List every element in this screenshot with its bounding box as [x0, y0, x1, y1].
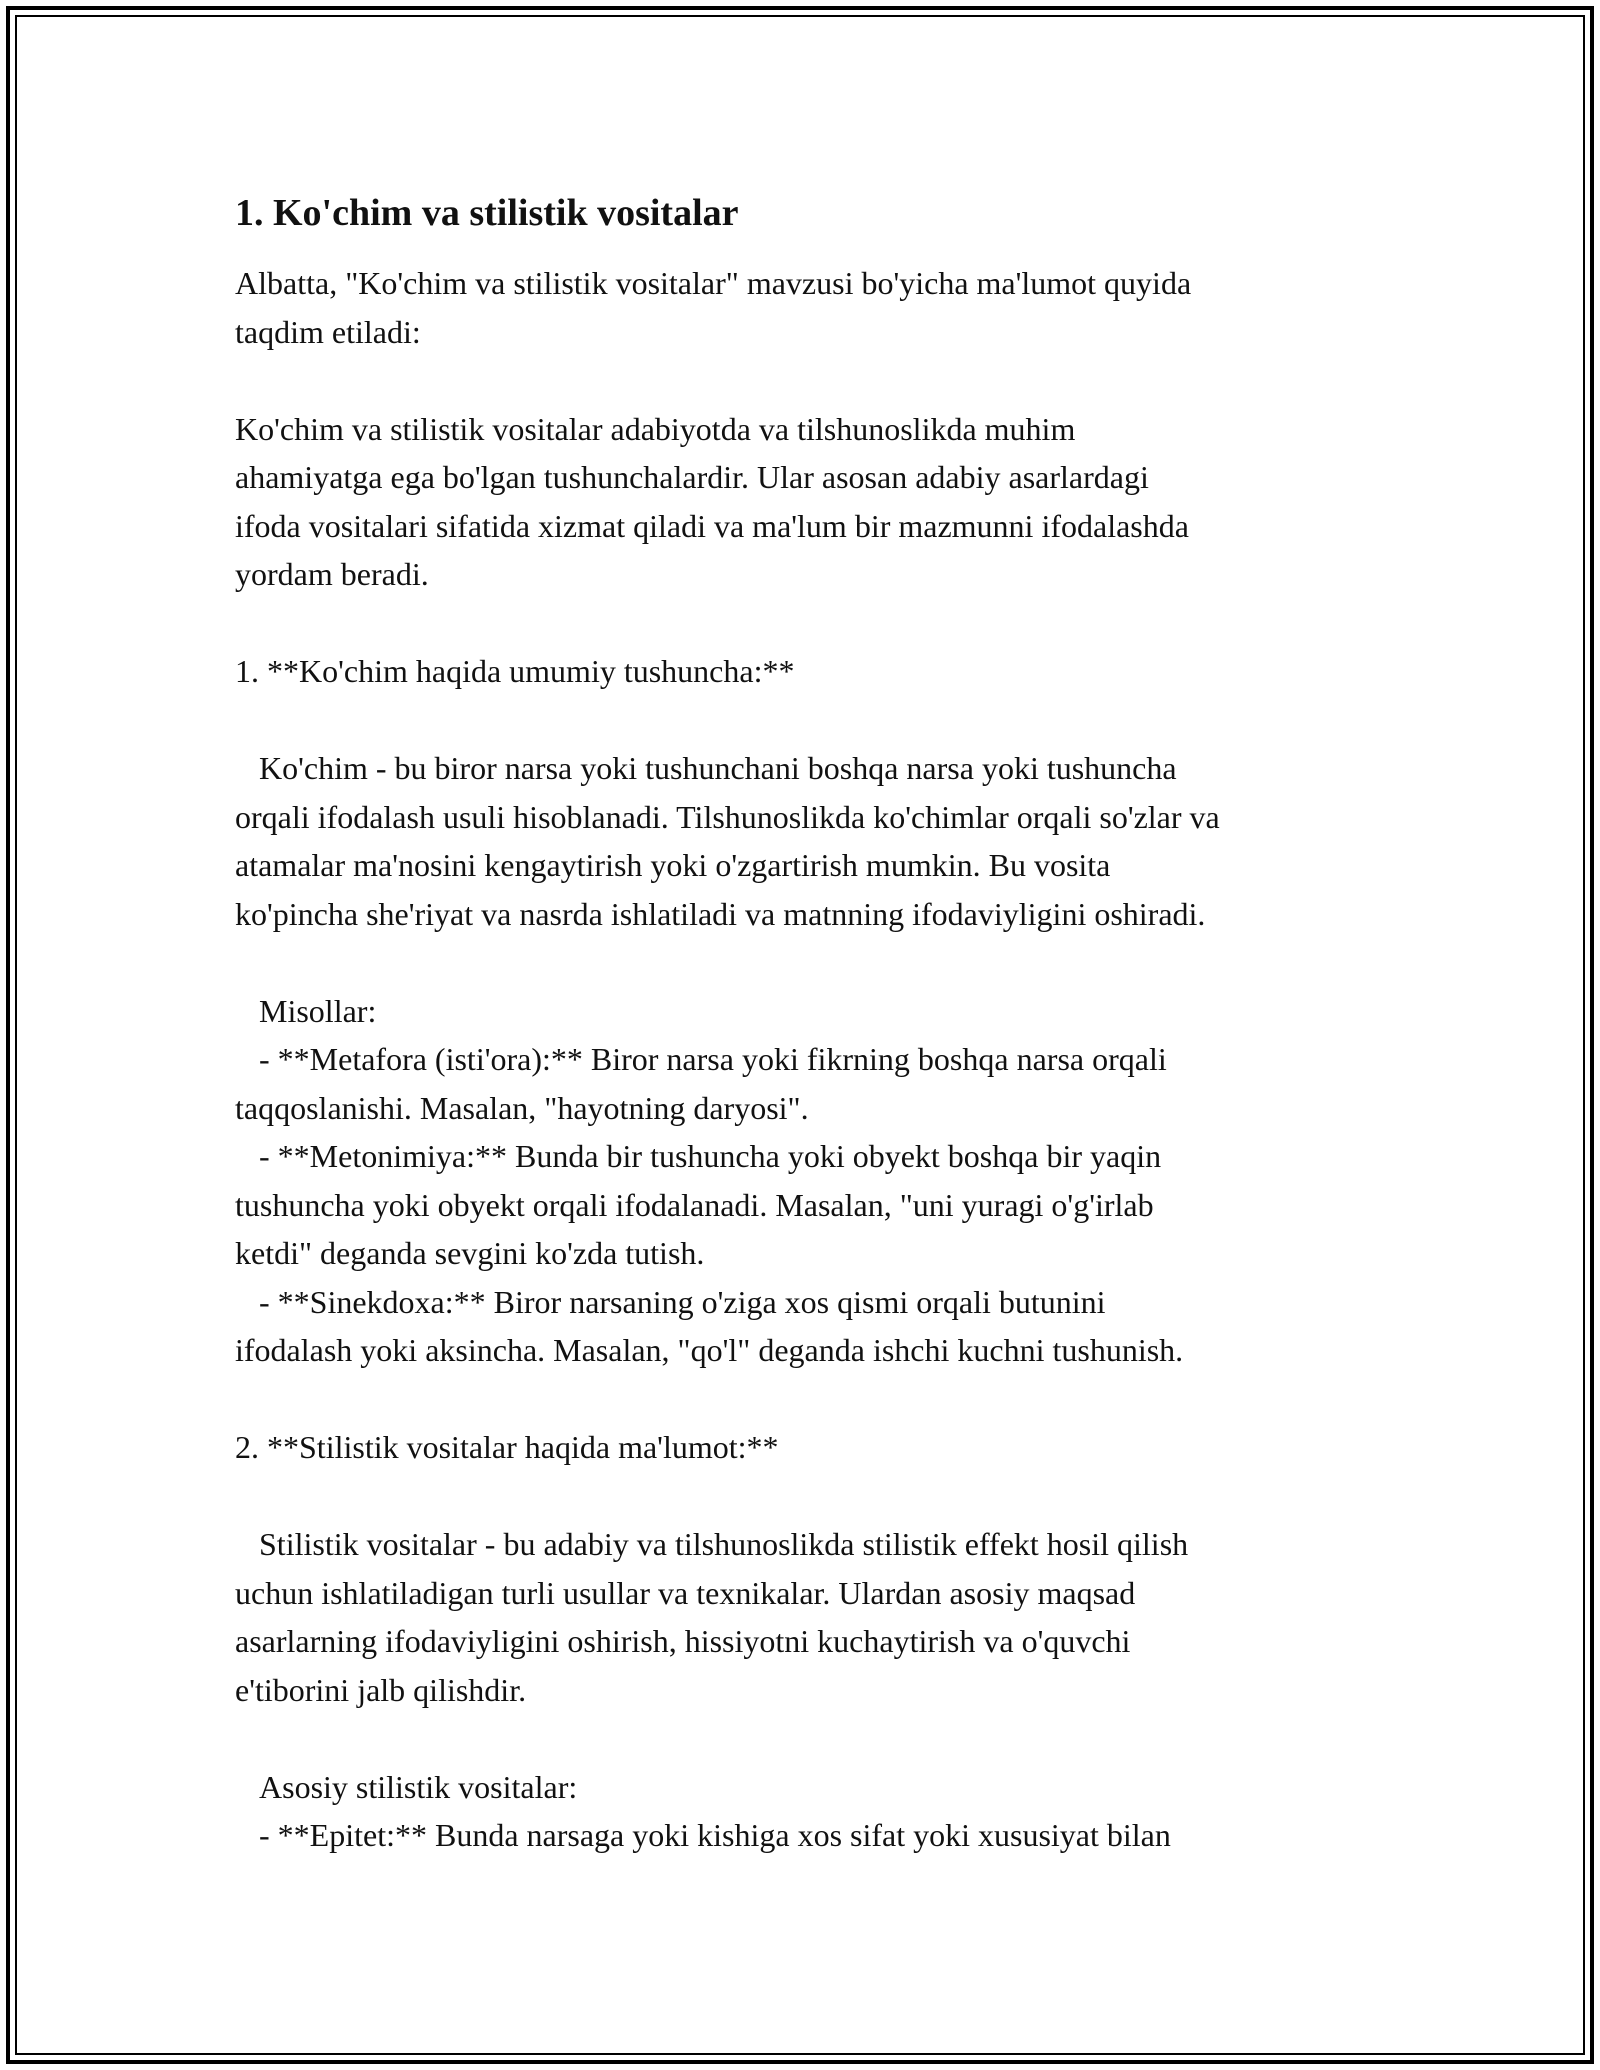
paragraph-gap [235, 599, 1375, 648]
paragraph: 1. **Ko'chim haqida umumiy tushuncha:** [235, 653, 795, 689]
document-body [235, 187, 1375, 1860]
paragraph: Misollar: - **Metafora (isti'ora):** Biror narsa yoki fikrning boshqa narsa orqali taqqoslanishi. Masalan, "hayotning daryosi". - **Metonimiya:** Bunda bir tushuncha yoki obyekt boshqa bir yaqin tushuncha yoki obyekt orqali ifodalanadi. Masalan, "uni yuragi o'g'irlab ketdi" deganda sevgini ko'zda tutish. - **Sinekdoxa:** Biror narsaning o'ziga xos qismi orqali butunini ifodalash yoki aksincha. Masalan, "qo'l" deganda ishchi kuchni tushunish. [235, 992, 1184, 1368]
paragraph-gap [235, 1472, 1375, 1521]
paragraph-gap [235, 1375, 1375, 1424]
paragraph-gap [235, 696, 1375, 745]
paragraph: 2. **Stilistik vositalar haqida ma'lumot:** [235, 1429, 779, 1465]
document-title: 1. Ko'chim va stilistik vositalar [235, 192, 739, 234]
paragraph-gap [235, 1714, 1375, 1763]
paragraph: Asosiy stilistik vositalar: - **Epitet:** Bunda narsaga yoki kishiga xos sifat yoki xususiyat bilan [259, 1768, 1171, 1853]
paragraph-gap [235, 938, 1375, 987]
paragraph: Stilistik vositalar - bu adabiy va tilshunoslikda stilistik effekt hosil qilish uchun ishlatiladigan turli usullar va texnikalar. Ulardan asosiy maqsad asarlarning ifodaviyligini oshirish, hissiyotni kuchaytirish va o'quvchi e'tiborini jalb qilishdir. [235, 1526, 1189, 1708]
document-blocks [235, 259, 1375, 1860]
paragraph: Ko'chim va stilistik vositalar adabiyotda va tilshunoslikda muhim ahamiyatga ega bo'lgan tushunchalardir. Ular asosan adabiy asarlardagi ifoda vositalari sifatida xizmat qiladi va ma'lum bir mazmunni ifodalashda yordam beradi. [235, 410, 1189, 592]
paragraph-gap [235, 356, 1375, 405]
paragraph: Ko'chim - bu biror narsa yoki tushunchani boshqa narsa yoki tushuncha orqali ifodalash usuli hisoblanadi. Tilshunoslikda ko'chimlar orqali so'zlar va atamalar ma'nosini kengaytirish yoki o'zgartirish mumkin. Bu vosita ko'pincha she'riyat va nasrda ishlatiladi va matnning ifodaviyligini oshiradi. [235, 750, 1220, 932]
paragraph: Albatta, "Ko'chim va stilistik vositalar" mavzusi bo'yicha ma'lumot quyida taqdim etiladi: [235, 265, 1192, 350]
